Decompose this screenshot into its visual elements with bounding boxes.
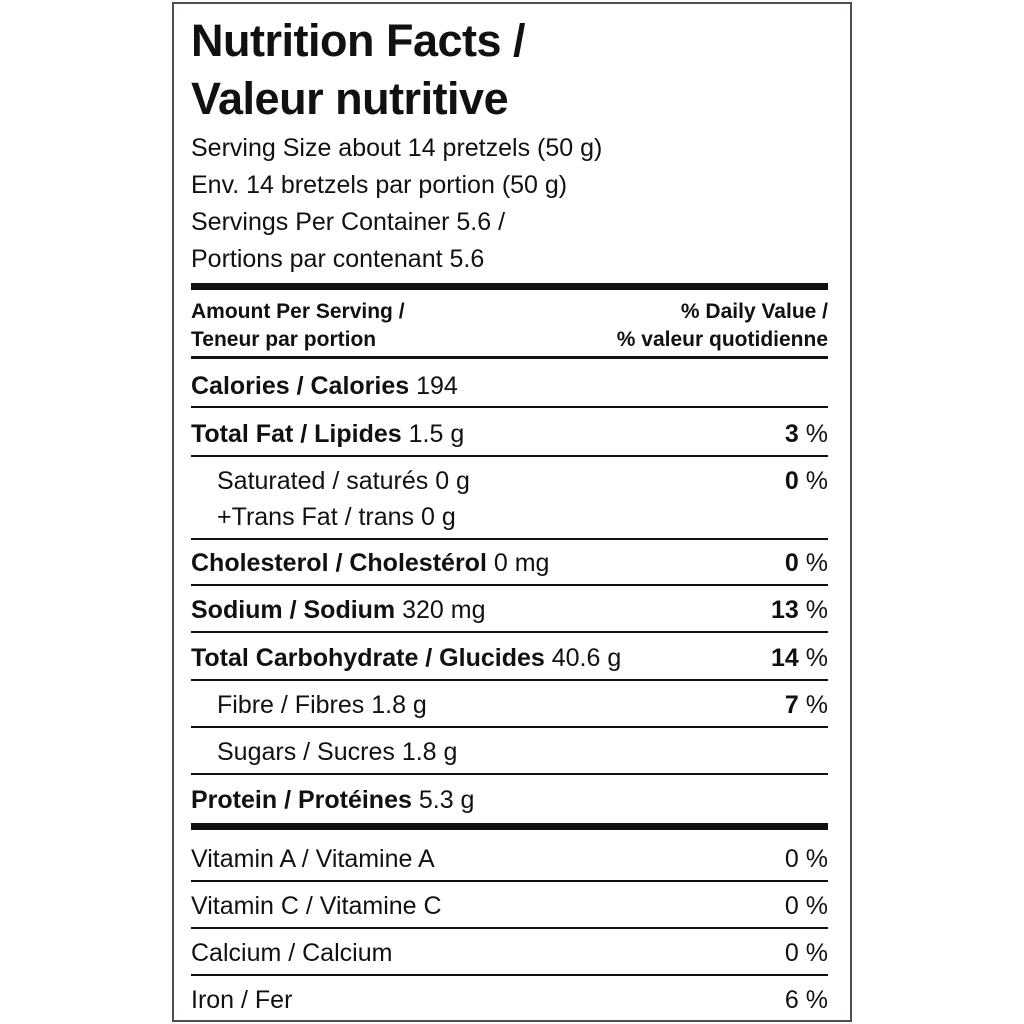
serving-info [191, 130, 602, 278]
daily-value-number: 7 [784, 691, 799, 719]
serving-size-english: Serving Size about 14 pretzels (50 g) [191, 134, 603, 162]
vitamin-name: Calcium / Calcium [191, 939, 393, 967]
nutrient-amount: 0 mg [493, 549, 550, 577]
daily-value-unit: % [805, 644, 828, 672]
divider-thick [191, 283, 828, 290]
nutrient-row-fibre [191, 691, 828, 720]
vitamin-daily-value: 6 % [784, 986, 828, 1014]
daily-value-french: % valeur quotidienne [616, 328, 828, 351]
nutrient-amount: 320 mg [402, 596, 486, 624]
divider [191, 538, 828, 540]
vitamin-name: Vitamin A / Vitamine A [191, 845, 435, 873]
calories-row [191, 372, 828, 401]
vitamin-daily-value: 0 % [784, 892, 828, 920]
label-content [191, 4, 828, 1020]
nutrient-name: Sugars / Sucres [217, 738, 395, 766]
daily-value-number: 14 [771, 644, 799, 672]
daily-value [785, 691, 828, 720]
divider-thick [191, 823, 828, 830]
nutrient-amount: 0 g [435, 467, 470, 495]
divider [191, 773, 828, 775]
divider [191, 679, 828, 681]
divider [191, 927, 828, 929]
nutrient-amount: 1.5 g [408, 420, 465, 448]
nutrient-amount: 1.8 g [401, 738, 458, 766]
nutrient-name: Protein / Protéines [191, 786, 412, 814]
daily-value-unit: % [805, 596, 828, 624]
divider [191, 406, 828, 408]
daily-value-number: 0 [784, 467, 799, 495]
nutrient-row-sugars [191, 738, 828, 767]
daily-value [785, 467, 828, 496]
divider [191, 584, 828, 586]
title-english: Nutrition Facts / [191, 15, 526, 66]
divider [191, 726, 828, 728]
calories-label: Calories / Calories [191, 372, 410, 400]
vitamin-daily-value: 0 % [784, 939, 828, 967]
vitamin-name: Vitamin C / Vitamine C [191, 892, 442, 920]
daily-value-unit: % [805, 691, 828, 719]
amount-per-serving [191, 298, 405, 354]
divider [191, 974, 828, 976]
daily-value [785, 420, 828, 449]
nutrient-name: Total Carbohydrate / Glucides [191, 644, 545, 672]
servings-per-container-english: Servings Per Container 5.6 / [191, 208, 506, 236]
nutrient-row-protein [191, 786, 828, 815]
divider [191, 356, 828, 359]
nutrient-row-trans-fat [191, 503, 828, 532]
vitamin-daily-value: 0 % [784, 845, 828, 873]
nutrient-name: Fibre / Fibres [217, 691, 365, 719]
servings-per-container-french: Portions par contenant 5.6 [191, 245, 485, 273]
daily-value-english: % Daily Value / [680, 300, 828, 323]
daily-value-unit: % [805, 420, 828, 448]
vitamin-row-iron [191, 986, 828, 1015]
nutrition-facts-label [172, 2, 852, 1022]
calories-value: 194 [416, 372, 458, 400]
daily-value-number: 3 [784, 420, 799, 448]
divider [191, 631, 828, 633]
daily-value [771, 596, 828, 625]
nutrient-row-saturated [191, 467, 828, 496]
serving-size-french: Env. 14 bretzels par portion (50 g) [191, 171, 568, 199]
nutrient-name: Sodium / Sodium [191, 596, 396, 624]
nutrient-amount: 0 g [421, 503, 456, 531]
nutrient-row-total-fat [191, 420, 828, 449]
nutrient-name: +Trans Fat / trans [217, 503, 415, 531]
vitamin-row-vitamin-a [191, 845, 828, 874]
daily-value [785, 549, 828, 578]
label-title [191, 12, 525, 128]
divider [191, 880, 828, 882]
amount-per-serving-french: Teneur par portion [191, 328, 377, 351]
daily-value-unit: % [805, 549, 828, 577]
vitamin-row-vitamin-c [191, 892, 828, 921]
daily-value-unit: % [805, 467, 828, 495]
nutrient-row-total-carbohydrate [191, 644, 828, 673]
nutrient-name: Cholesterol / Cholestérol [191, 549, 487, 577]
daily-value-number: 13 [771, 596, 799, 624]
amount-per-serving-english: Amount Per Serving / [191, 300, 405, 323]
daily-value-number: 0 [784, 549, 799, 577]
vitamin-name: Iron / Fer [191, 986, 293, 1014]
nutrient-row-cholesterol [191, 549, 828, 578]
nutrient-name: Saturated / saturés [217, 467, 429, 495]
nutrient-amount: 5.3 g [418, 786, 475, 814]
nutrient-amount: 40.6 g [551, 644, 622, 672]
nutrient-amount: 1.8 g [371, 691, 427, 719]
vitamin-row-calcium [191, 939, 828, 968]
divider [191, 455, 828, 457]
nutrient-row-sodium [191, 596, 828, 625]
daily-value-header [617, 298, 828, 354]
title-french: Valeur nutritive [191, 73, 509, 124]
nutrient-name: Total Fat / Lipides [191, 420, 402, 448]
daily-value [771, 644, 828, 673]
